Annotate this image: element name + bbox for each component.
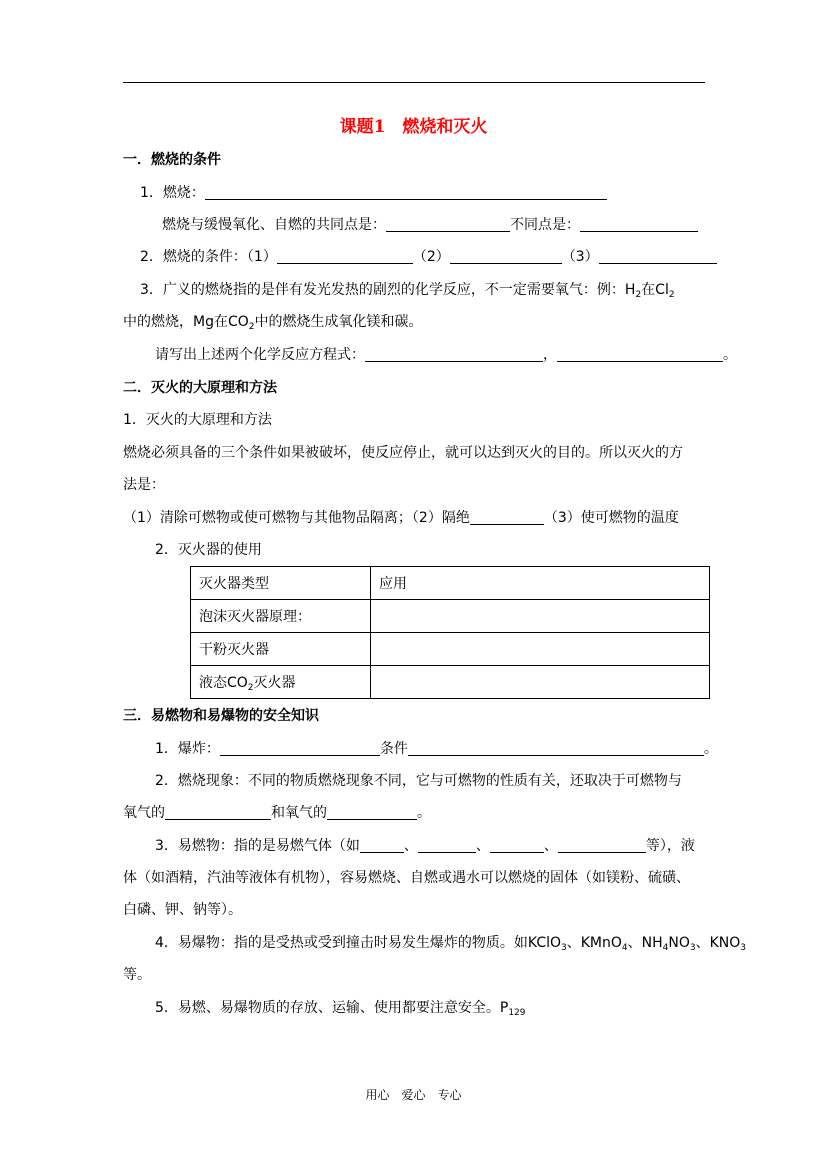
section-2-heading: 二．灭火的大原理和方法 bbox=[123, 380, 277, 396]
table-cell-type bbox=[191, 666, 371, 699]
s3-q1-line bbox=[155, 739, 718, 759]
table-row bbox=[191, 600, 710, 633]
s3-q2-b: 氧气的 bbox=[123, 805, 165, 821]
table-cell-answer[interactable] bbox=[371, 600, 710, 633]
answer-blank[interactable] bbox=[205, 185, 607, 200]
q3-line-2 bbox=[123, 312, 423, 332]
s3-q3-a: 3．易燃物：指的是易燃气体（如 bbox=[155, 838, 360, 854]
subscript: 2 bbox=[668, 290, 675, 300]
q3-line3-a: 请写出上述两个化学反应方程式： bbox=[155, 347, 365, 363]
section-3-heading: 三．易燃物和易爆物的安全知识 bbox=[123, 708, 319, 724]
answer-blank[interactable] bbox=[470, 510, 544, 525]
s3-q1-a: 1．爆炸： bbox=[155, 741, 220, 757]
s3-q3-line-3: 白磷、钾、钠等）。 bbox=[123, 902, 242, 918]
extinguisher-table bbox=[190, 566, 710, 699]
q1-line bbox=[140, 183, 607, 203]
sec2-sub1: 1．灭火的大原理和方法 bbox=[123, 412, 272, 428]
table-header-row bbox=[191, 567, 710, 600]
q2-label: 2．燃烧的条件：（1） bbox=[140, 249, 277, 265]
q1-label: 1．燃烧： bbox=[140, 185, 205, 201]
table-cell-answer[interactable] bbox=[371, 666, 710, 699]
s3-q5-a: 5．易燃、易爆物质的存放、运输、使用都要注意安全。P bbox=[155, 1000, 509, 1016]
subscript: 3 bbox=[561, 943, 567, 953]
q3-line3-c: 。 bbox=[723, 347, 737, 363]
cell-text: 灭火器 bbox=[253, 675, 296, 691]
q2-c: （3） bbox=[561, 249, 599, 265]
subscript: 3 bbox=[689, 943, 696, 953]
s3-q2-line-2 bbox=[123, 803, 431, 823]
table-row bbox=[191, 666, 710, 699]
answer-blank[interactable] bbox=[165, 805, 271, 820]
page-footer: 用心 爱心 专心 bbox=[365, 1088, 462, 1102]
q3-line2-a: 中的燃烧，Mg在CO bbox=[123, 314, 249, 330]
table-cell-type: 干粉灭火器 bbox=[191, 633, 371, 666]
s3-q3-line-1 bbox=[155, 836, 695, 856]
q3-line-3 bbox=[155, 345, 737, 365]
subscript: 4 bbox=[662, 943, 669, 953]
table-header-cell: 灭火器类型 bbox=[191, 567, 371, 600]
answer-blank[interactable] bbox=[365, 347, 543, 362]
s3-q2-line-1: 2．燃烧现象：不同的物质燃烧现象不同，它与可燃物的性质有关，还取决于可燃物与 bbox=[155, 773, 682, 789]
q3-text-b: 在Cl bbox=[641, 282, 669, 298]
subscript: 4 bbox=[621, 943, 628, 953]
sec2-para3 bbox=[123, 508, 679, 528]
subscript: 2 bbox=[635, 290, 642, 300]
table-cell-type: 泡沫灭火器原理： bbox=[191, 600, 371, 633]
answer-blank[interactable] bbox=[418, 838, 476, 853]
answer-blank[interactable] bbox=[386, 217, 510, 232]
s3-q4-d: NO bbox=[668, 935, 690, 951]
table-row bbox=[191, 633, 710, 666]
q2-line bbox=[140, 247, 717, 267]
q2-b: （2） bbox=[412, 249, 450, 265]
table-header-cell: 应用 bbox=[371, 567, 710, 600]
q1-sub-text-b: 不同点是： bbox=[510, 217, 580, 233]
answer-blank[interactable] bbox=[408, 741, 704, 756]
answer-blank[interactable] bbox=[599, 249, 717, 264]
q3-line2-b: 中的燃烧生成氧化镁和碳。 bbox=[254, 314, 423, 330]
table-cell-answer[interactable] bbox=[371, 633, 710, 666]
q3-line3-b: ， bbox=[543, 347, 557, 363]
sec2-para1: 燃烧必须具备的三个条件如果被破坏，使反应停止，就可以达到灭火的目的。所以灭火的方 bbox=[123, 445, 683, 461]
cell-text: 液态CO bbox=[199, 675, 248, 691]
s3-q1-c: 。 bbox=[703, 741, 718, 757]
answer-blank[interactable] bbox=[490, 838, 544, 853]
subscript: 2 bbox=[247, 683, 254, 693]
separator: 、 bbox=[403, 838, 418, 854]
answer-blank[interactable] bbox=[220, 741, 380, 756]
header-rule bbox=[123, 82, 705, 83]
sec2-para2: 法是： bbox=[123, 477, 165, 493]
s3-q4-e: 、KNO bbox=[695, 935, 741, 951]
s3-q2-c: 和氧气的 bbox=[271, 805, 327, 821]
q1-sub-text-a: 燃烧与缓慢氧化、自燃的共同点是： bbox=[162, 217, 386, 233]
section-1-heading: 一．燃烧的条件 bbox=[123, 152, 221, 168]
q1-sub-line bbox=[162, 215, 698, 235]
answer-blank[interactable] bbox=[277, 249, 413, 264]
subscript: 129 bbox=[508, 1008, 526, 1018]
subscript: 3 bbox=[740, 943, 747, 953]
page-title: 课题1 燃烧和灭火 bbox=[339, 117, 488, 137]
separator: 、 bbox=[543, 838, 558, 854]
q3-text-a: 3．广义的燃烧指的是伴有发光发热的剧烈的化学反应，不一定需要氧气：例：H bbox=[140, 282, 636, 298]
s3-q4-line-2: 等。 bbox=[123, 967, 151, 983]
separator: 、 bbox=[475, 838, 490, 854]
s3-q3-end: 等），液 bbox=[645, 838, 695, 854]
sec2-para3-b: （3）使可燃物的温度 bbox=[543, 510, 679, 526]
sec2-sub2: 2．灭火器的使用 bbox=[155, 542, 262, 558]
s3-q4-line-1 bbox=[155, 933, 746, 953]
answer-blank[interactable] bbox=[580, 217, 698, 232]
s3-q1-b: 条件 bbox=[379, 741, 408, 757]
s3-q5-line bbox=[155, 998, 526, 1018]
subscript: 2 bbox=[248, 322, 255, 332]
answer-blank[interactable] bbox=[360, 838, 404, 853]
sec2-para3-a: （1）清除可燃物或使可燃物与其他物品隔离；（2）隔绝 bbox=[123, 510, 470, 526]
s3-q4-b: 、KMnO bbox=[566, 935, 622, 951]
answer-blank[interactable] bbox=[450, 249, 562, 264]
answer-blank[interactable] bbox=[327, 805, 417, 820]
answer-blank[interactable] bbox=[557, 347, 723, 362]
s3-q4-a: 4．易爆物：指的是受热或受到撞击时易发生爆炸的物质。如KClO bbox=[155, 935, 562, 951]
s3-q2-d: 。 bbox=[417, 805, 431, 821]
s3-q4-c: 、NH bbox=[627, 935, 663, 951]
answer-blank[interactable] bbox=[558, 838, 646, 853]
s3-q3-line-2: 体（如酒精，汽油等液体有机物），容易燃烧、自燃或遇水可以燃烧的固体（如镁粉、硫磺、 bbox=[123, 870, 690, 886]
q3-line-1 bbox=[140, 280, 675, 300]
